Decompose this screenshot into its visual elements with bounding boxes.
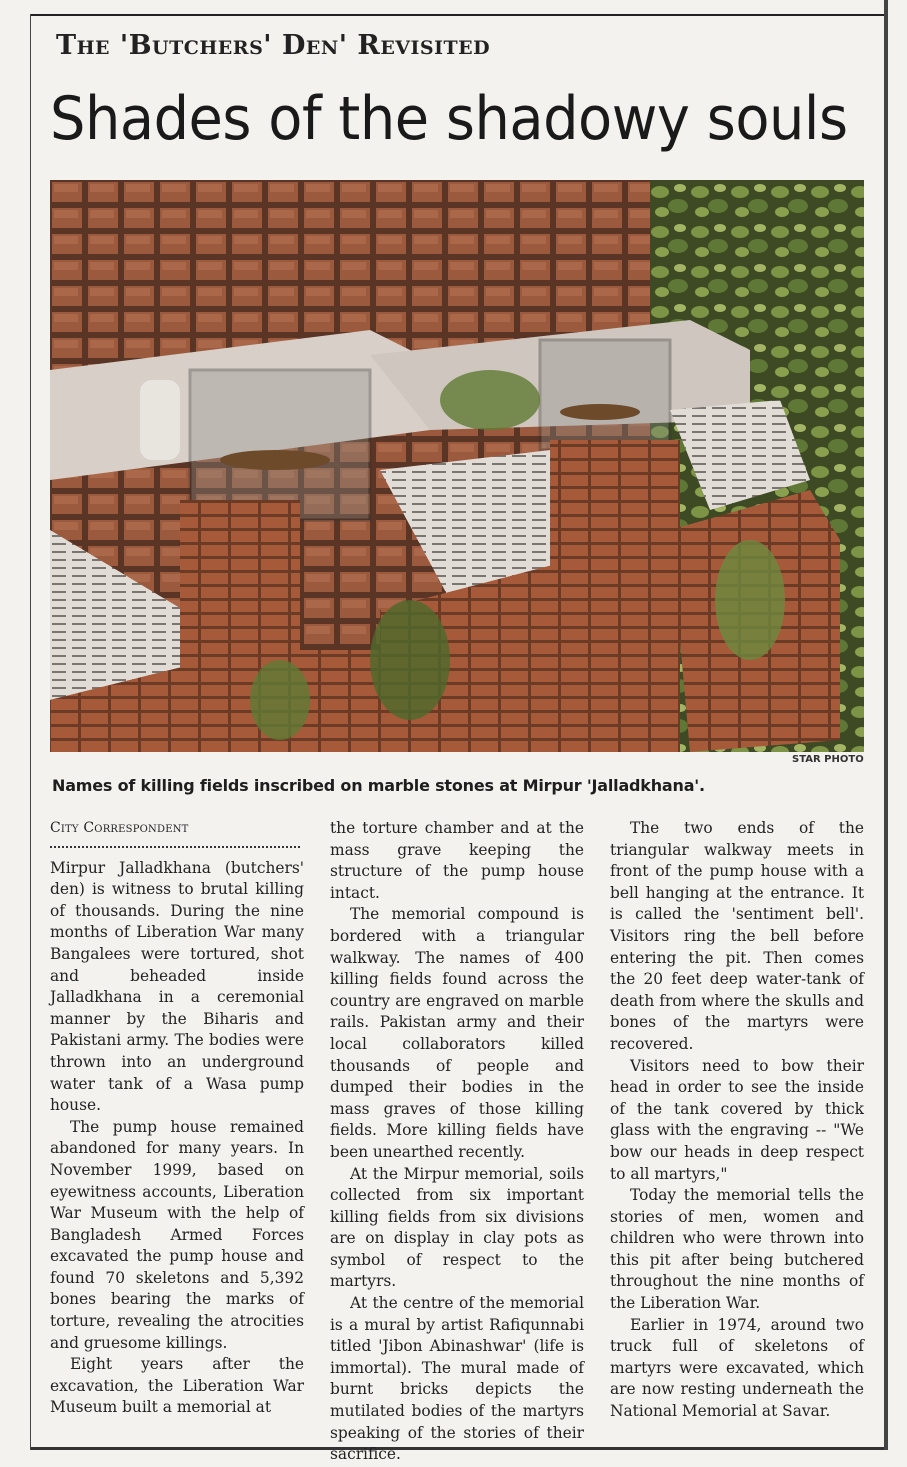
- right-border: [884, 0, 888, 1450]
- byline-divider: [50, 846, 300, 848]
- paragraph: Visitors need to bow their head in order to see the inside of the tank covered by thick glass with the engraving -- "We bow our heads in deep respect to all martyrs,": [610, 1056, 864, 1183]
- paragraph: The pump house remained abandoned for many years. In November 1999, based on eyewitness accounts, Liberation War Museum with the help of Bangladesh Armed Forces excavated the pump house and found 70 skeletons and 5,392 bones bearing the marks of torture, revealing the atrocities and gruesome killings.: [50, 1117, 304, 1352]
- byline: City Correspondent: [50, 820, 189, 836]
- paragraph: The memorial compound is bordered with a triangular walkway. The names of 400 killing fields found across the country are engraved on marble rails. Pakistan army and their local collaborators killed thousands of people and dumped their bodies in the mass graves of those killing fields. More killing fields have been unearthed recently.: [330, 905, 584, 1161]
- left-border: [30, 14, 31, 1450]
- article-kicker: The 'Butchers' Den' Revisited: [56, 30, 491, 61]
- article-column-3: [610, 818, 864, 1423]
- article-column-2: [330, 818, 584, 1466]
- paragraph: Mirpur Jalladkhana (butchers' den) is witness to brutal killing of thousands. During the nine months of Liberation War many Bangalees were tortured, shot and beheaded inside Jalladkhana in a ceremonial manner by the Biharis and Pakistani army. The bodies were thrown into an underground water tank of a Wasa pump house.: [50, 858, 304, 1115]
- photo-caption: Names of killing fields inscribed on marble stones at Mirpur 'Jalladkhana'.: [52, 776, 705, 795]
- paragraph: Today the memorial tells the stories of men, women and children who were thrown into this pit after being butchered throughout the nine months of the Liberation War.: [610, 1186, 864, 1313]
- paragraph: Earlier in 1974, around two truck full of skeletons of martyrs were excavated, which are now resting underneath the National Memorial at Savar.: [610, 1315, 864, 1421]
- paragraph: At the Mirpur memorial, soils collected from six important killing fields from six divisions are on display in clay pots as symbol of respect to the martyrs.: [330, 1164, 584, 1291]
- article-column-1: [50, 818, 304, 1419]
- paragraph: Eight years after the excavation, the Liberation War Museum built a memorial at: [50, 1355, 304, 1417]
- paragraph: The two ends of the triangular walkway meets in front of the pump house with a bell hanging at the entrance. It is called the 'sentiment bell'. Visitors ring the bell before entering the pit. Then comes the 20 feet deep water-tank of death from where the skulls and bones of the martyrs were recovered.: [610, 819, 864, 1053]
- paragraph: the torture chamber and at the mass grave keeping the structure of the pump house intact.: [330, 819, 584, 902]
- article-headline: Shades of the shadowy souls: [50, 84, 848, 154]
- paragraph: At the centre of the memorial is a mural by artist Rafiqunnabi titled 'Jibon Abinashwar' (life is immortal). The mural made of burnt bricks depicts the mutilated bodies of the martyrs speaking of the stories of their sacrifice.: [330, 1294, 584, 1464]
- memorial-photo: [50, 180, 864, 752]
- photo-credit: STAR PHOTO: [792, 754, 864, 765]
- memorial-photo-illustration: [50, 180, 864, 752]
